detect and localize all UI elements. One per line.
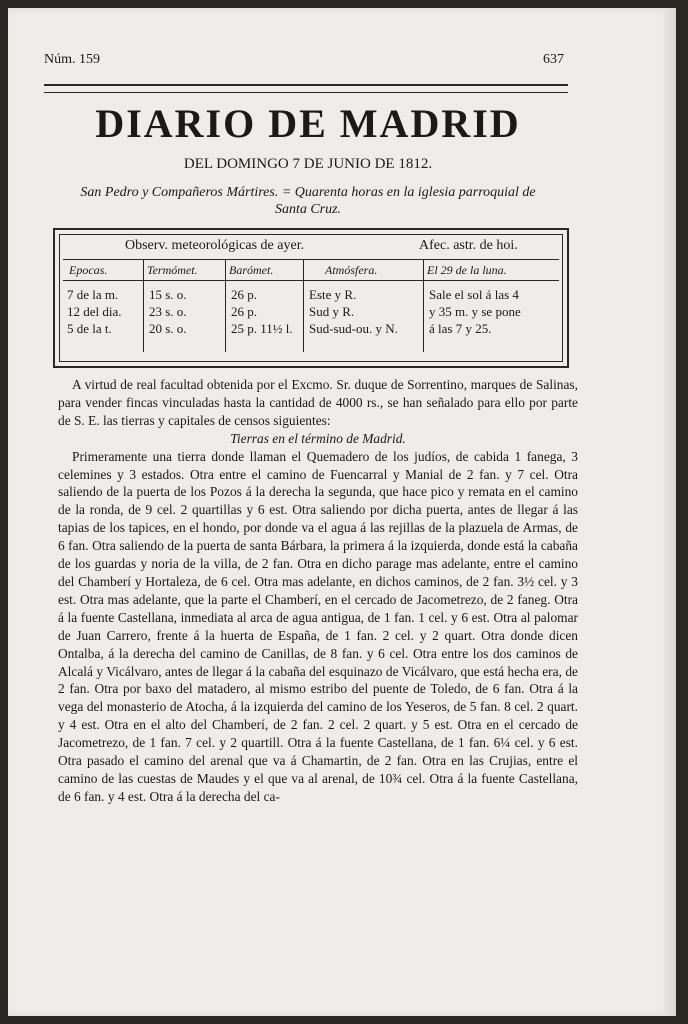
page-number: 637 — [543, 52, 564, 67]
col-header-atmosfera: Atmósfera. — [325, 263, 378, 277]
astro-title: Afec. astr. de hoi. — [419, 238, 518, 253]
epoca-cell: 12 del dia. — [67, 304, 122, 319]
article-body — [58, 376, 578, 806]
col-header-luna: El 29 de la luna. — [427, 263, 507, 277]
saints-of-day: San Pedro y Compañeros Mártires. = Quarenta horas en la iglesia parroquial de Santa Cruz. — [80, 185, 536, 217]
col-divider — [225, 260, 226, 352]
newspaper-page — [8, 8, 676, 1016]
termometro-cell: 23 s. o. — [149, 304, 187, 319]
issue-number: Núm. 159 — [44, 52, 100, 67]
astro-cell: Sale el sol á las 4 — [429, 287, 519, 302]
atmosfera-cell: Sud y R. — [309, 304, 355, 319]
weather-title: Observ. meteorológicas de ayer. — [125, 238, 305, 253]
article-subtitle: Tierras en el término de Madrid. — [230, 430, 406, 446]
termometro-cell: 15 s. o. — [149, 287, 187, 302]
atmosfera-cell: Este y R. — [309, 287, 357, 302]
article-text: Primeramente una tierra donde llaman el Quemadero de los judíos, de cabida 1 fanega, 3 celemines y 3 estados. Otra entre el camino de Fuencarral y Manial de 2 fan. y 7 cel. Otra saliendo de la puerta de los Pozos á la derecha la segunda, que hace pico y remata en el camino de la ronda, de 9 cel. 2 quartillas y 6 est. Otra saliendo por dicha puerta, antes de llegar á las tapias de los tapices, en el hondo, por donde va el agua á las rejillas de la plazuela de Armas, de 6 fan. Otra saliendo de la puerta de santa Bárbara, la primera á la izquierda, donde está la cabaña de los guardas y noria de la villa, de 2 fan. Otra en dicho parage mas adelante, entre el camino del Chamberí y Hortaleza, de 6 cel. Otra mas adelante, en dichos caminos, de 2 fan. 3½ cel. y 3 est. Otra mas adelante, que la parte el Chamberí, en el cercado de Jacometrezo, de 2 faneg. Otra á la fuente Castellana, inmediata al arca de agua antigua, de 1 fan. 1 cel. y 6 est. Otra al palomar de Juan Carrero, frente á la huerta de España, de 1 fan. 2 cel. y 2 quart. Otra donde dicen Ontalba, á la derecha del camino de Canillas, de 8 fan. y 6 cel. Otra entre los dos caminos de Alcalá y Vicálvaro, antes de llegar á la cabaña del esquinazo de Vicálvaro, que está hecha era, de 2 fan. Otra por baxo del matadero, al mismo estribo del puente de Toledo, de 6 fan. Otra á la vega del monasterio de Atocha, á la izquierda del camino de los Yeseros, de 5 fan. 8 cel. 2 quart. y 4 est. Otra en el alto del Chamberí, de 2 fan. 2 cel. 2 quart. y 5 est. Otra en el cercado de Jacometrezo, de 1 fan. 7 cel. y 2 quartill. Otra á la fuente Castellana, de 1 fan. 6¼ cel. y 6 est. Otra pasado el camino del arenal que va á Chamartin, de 2 fan. Otra en las Crujias, entre el camino de las cuestas de Maudes y el que va al arenal, de 10¾ cel. Otra á la fuente Castellana, de 6 fan. y 4 est. Otra á la derecha del ca- — [58, 448, 578, 804]
col-divider — [143, 260, 144, 352]
barometro-cell: 26 p. — [231, 304, 257, 319]
termometro-cell: 20 s. o. — [149, 321, 187, 336]
col-divider — [303, 260, 304, 352]
weather-table — [53, 228, 569, 368]
page-header — [44, 52, 564, 72]
barometro-cell: 25 p. 11½ l. — [231, 321, 293, 336]
col-header-barometro: Barómet. — [229, 263, 274, 277]
barometro-cell: 26 p. — [231, 287, 257, 302]
article-intro: A virtud de real facultad obtenida por el Excmo. Sr. duque de Sorrentino, marques de Salinas, para vender fincas vinculadas hasta la cantidad de 4000 rs., se han señalado para ello por parte de S. E. las tierras y capitales de censos siguientes: — [58, 377, 578, 428]
astro-cell: á las 7 y 25. — [429, 321, 492, 336]
col-header-termometro: Termómet. — [147, 263, 198, 277]
epoca-cell: 5 de la t. — [67, 321, 112, 336]
table-rule-header — [63, 280, 559, 281]
masthead-title: DIARIO DE MADRID — [95, 101, 521, 146]
col-header-epocas: Epocas. — [69, 263, 108, 277]
astro-cell: y 35 m. y se pone — [429, 304, 521, 319]
dateline: DEL DOMINGO 7 DE JUNIO DE 1812. — [183, 156, 433, 172]
table-rule-top — [63, 259, 559, 260]
epoca-cell: 7 de la m. — [67, 287, 119, 302]
col-divider — [423, 260, 424, 352]
page-spine-shadow — [664, 8, 676, 1016]
atmosfera-cell: Sud-sud-ou. y N. — [309, 321, 398, 336]
header-rule — [44, 84, 568, 93]
